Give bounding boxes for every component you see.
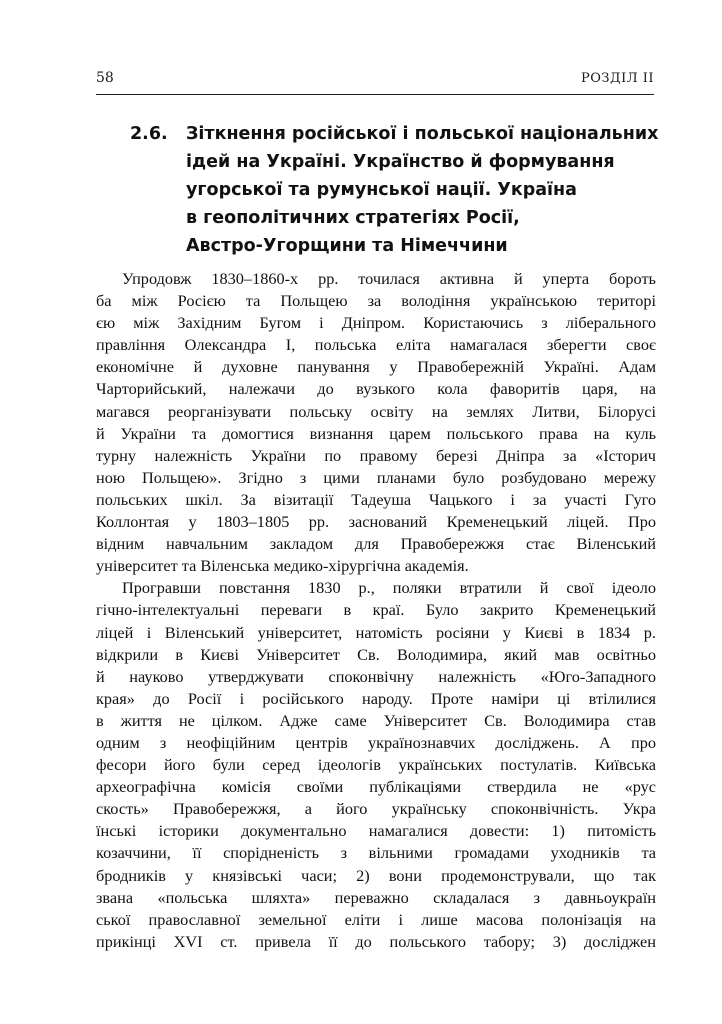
section-title-line: ідей на Україні. Українство й формування [186, 152, 615, 172]
text-line: козаччини, її спорідненість з вільними громадами уходників та [96, 843, 656, 863]
text-line: скость» Правобережжя, а його українську споконвічність. Укра [96, 799, 656, 819]
body-text [96, 268, 656, 953]
text-line: края» до Росії і російського народу. Проте наміри ці втілилися [96, 688, 656, 708]
text-line: фесори його були серед ідеологів українських постулатів. Київська [96, 755, 656, 775]
text-line: університет та Віленська медико-хірургічна академія. [96, 556, 469, 576]
text-line: відкрили в Києві Університет Св. Володимира, який мав освітньо [96, 644, 656, 664]
text-line: в життя не цілком. Адже саме Університет Св. Володимира став [96, 710, 656, 730]
text-line: й науково утверджувати споконвічну належність «Юго-Западного [96, 666, 656, 686]
section-heading [130, 120, 662, 260]
text-line: звана «польська шляхта» переважно складалася з давньоукраїн [96, 887, 656, 907]
text-line: ліцей і Віленський університет, натомість росіяни у Києві в 1834 р. [96, 622, 656, 642]
text-line: Упродовж 1830–1860-х рр. точилася активна й уперта бороть [122, 269, 656, 288]
text-line: магався реорганізувати польську освіту на землях Литви, Білорусі [96, 401, 656, 421]
text-line: єю між Західним Бугом і Дніпром. Користаючись з ліберального [96, 313, 656, 333]
section-title [186, 120, 662, 260]
section-title-line: угорської та румунської нації. Україна [186, 180, 577, 200]
section-title-line: Австро-Угорщини та Німеччини [186, 236, 508, 256]
header-rule [96, 94, 654, 95]
text-line: польських шкіл. За візитації Тадеуша Чацького і за участі Гуго [96, 489, 656, 509]
text-line: економічне й духовне панування у Правобережній Україні. Адам [96, 357, 656, 377]
text-line: турну належність України по правому березі Дніпра за «Історич [96, 445, 656, 465]
section-title-line: в геополітичних стратегіях Росії, [186, 208, 520, 228]
text-line: ною Польщею». Згідно з цими планами було розбудовано мережу [96, 467, 656, 487]
text-line: правління Олександра I, польська еліта намагалася зберегти своє [96, 335, 656, 355]
text-line: Програвши повстання 1830 р., поляки втратили й свої ідеоло [122, 578, 656, 598]
page-header [96, 70, 654, 86]
text-line: ської православної земельної еліти і лише масова полонізація на [96, 909, 656, 929]
section-title-line: Зіткнення російської і польської національних [186, 124, 659, 144]
running-head: РОЗДІЛ II [581, 71, 654, 86]
section-number: 2.6. [130, 124, 168, 144]
text-line: Коллонтая у 1803–1805 рр. заснований Кременецький ліцей. Про [96, 512, 656, 532]
text-line: гічно-інтелектуальні переваги в краї. Було закрито Кременецький [96, 600, 656, 620]
text-line: Чарторийський, належачи до вузького кола фаворитів царя, на [96, 379, 656, 399]
text-line: відним навчальним закладом для Правобережжя стає Віленський [96, 534, 656, 554]
paragraph-2 [96, 577, 656, 953]
text-line: бродників у князівські часи; 2) вони продемонстрували, що так [96, 865, 656, 885]
page-number: 58 [96, 70, 114, 86]
text-line: ба між Росією та Польщею за володіння українською територі [96, 291, 656, 311]
paragraph-1 [96, 268, 656, 577]
text-line: археографічна комісія своїми публікаціями ствердила не «рус [96, 777, 656, 797]
text-line: й України та домогтися визнання царем польського права на куль [96, 423, 656, 443]
text-line: одним з неофіційним центрів українознавчих досліджень. А про [96, 732, 656, 752]
text-line: їнські історики документально намагалися довести: 1) питомість [96, 821, 656, 841]
text-line: прикінці XVI ст. привела її до польського табору; 3) досліджен [96, 931, 656, 951]
